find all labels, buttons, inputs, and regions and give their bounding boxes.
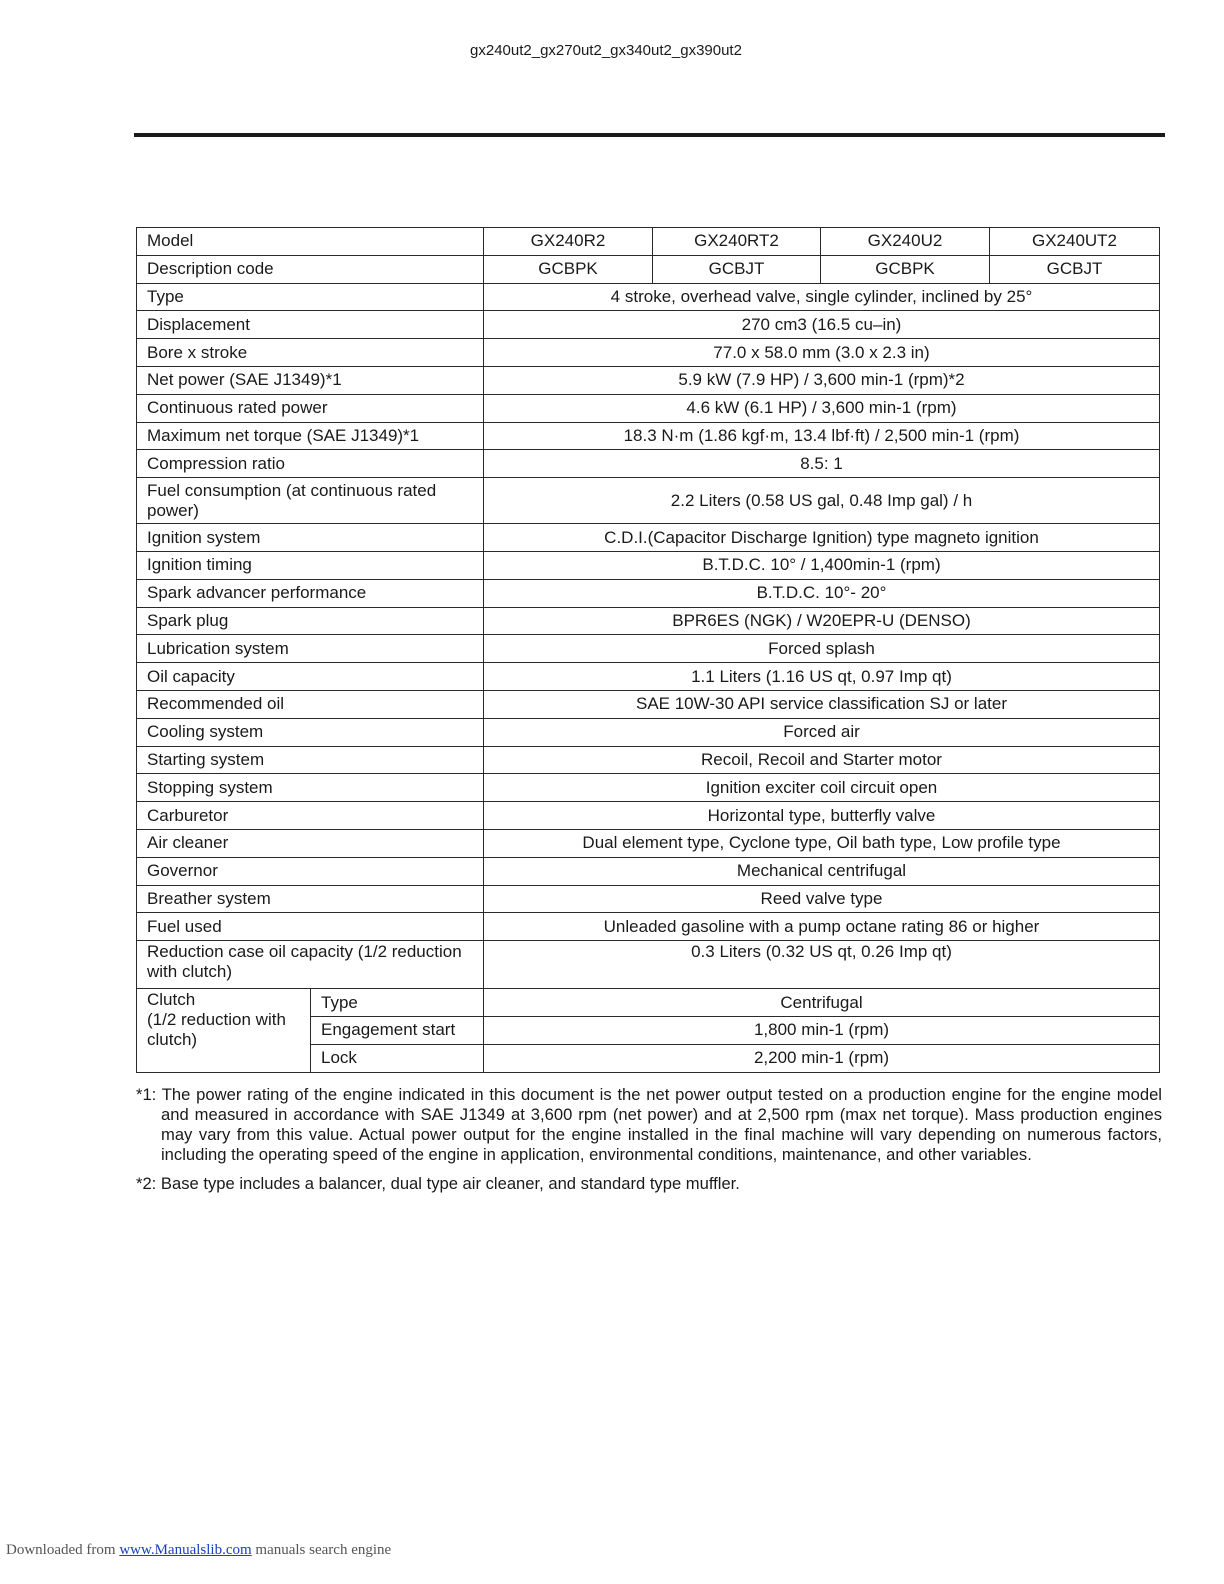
description-code-cell: GCBJT xyxy=(653,255,821,283)
row-label: Continuous rated power xyxy=(137,394,484,422)
row-label: Bore x stroke xyxy=(137,339,484,367)
table-row xyxy=(137,228,1160,256)
row-label: Fuel used xyxy=(137,913,484,941)
clutch-sub-label: Type xyxy=(311,989,484,1017)
row-label: Breather system xyxy=(137,885,484,913)
description-code-cell: GCBJT xyxy=(990,255,1160,283)
row-value: Recoil, Recoil and Starter motor xyxy=(484,746,1160,774)
row-value: 5.9 kW (7.9 HP) / 3,600 min-1 (rpm)*2 xyxy=(484,366,1160,394)
model-cell: GX240UT2 xyxy=(990,228,1160,256)
table-row xyxy=(137,283,1160,311)
description-code-cell: GCBPK xyxy=(484,255,653,283)
row-value: 18.3 N·m (1.86 kgf·m, 13.4 lbf·ft) / 2,500 min-1 (rpm) xyxy=(484,422,1160,450)
row-value: 2,200 min-1 (rpm) xyxy=(484,1044,1160,1072)
row-label: Compression ratio xyxy=(137,450,484,478)
table-row xyxy=(137,551,1160,579)
table-row xyxy=(137,366,1160,394)
model-cell: GX240RT2 xyxy=(653,228,821,256)
row-label: Reduction case oil capacity (1/2 reduction with clutch) xyxy=(137,941,484,989)
description-code-cell: GCBPK xyxy=(821,255,990,283)
table-row xyxy=(137,339,1160,367)
table-row xyxy=(137,478,1160,524)
row-value: B.T.D.C. 10° / 1,400min-1 (rpm) xyxy=(484,551,1160,579)
table-row xyxy=(137,718,1160,746)
row-label: Description code xyxy=(137,255,484,283)
header-rule xyxy=(134,133,1165,137)
row-label: Recommended oil xyxy=(137,690,484,718)
footnotes xyxy=(136,1085,1162,1203)
row-label: Model xyxy=(137,228,484,256)
table-row xyxy=(137,885,1160,913)
row-value: Horizontal type, butterfly valve xyxy=(484,802,1160,830)
table-row xyxy=(137,829,1160,857)
row-label: Starting system xyxy=(137,746,484,774)
table-row xyxy=(137,663,1160,691)
row-value: Forced air xyxy=(484,718,1160,746)
row-label: Governor xyxy=(137,857,484,885)
row-value: SAE 10W-30 API service classification SJ or later xyxy=(484,690,1160,718)
row-label: Stopping system xyxy=(137,774,484,802)
clutch-group-label: Clutch (1/2 reduction with clutch) xyxy=(137,989,311,1072)
row-label: Air cleaner xyxy=(137,829,484,857)
row-value: Mechanical centrifugal xyxy=(484,857,1160,885)
table-row xyxy=(137,450,1160,478)
row-value: 2.2 Liters (0.58 US gal, 0.48 Imp gal) / h xyxy=(484,478,1160,524)
footnote-2: *2: Base type includes a balancer, dual type air cleaner, and standard type muffler. xyxy=(136,1174,740,1193)
row-value: C.D.I.(Capacitor Discharge Ignition) type magneto ignition xyxy=(484,524,1160,552)
table-row xyxy=(137,422,1160,450)
footnote-1: *1: The power rating of the engine indicated in this document is the net power output tested on a production engine for the engine model and measured in accordance with SAE J1349 at 3,600 rpm (net power) and at 2,500 rpm (max net torque). Mass production engines may vary from this value. Actual power output for the engine installed in the final machine will vary depending on numerous factors, including the operating speed of the engine in application, environmental conditions, maintenance, and other variables. xyxy=(136,1085,1162,1164)
table-row xyxy=(137,857,1160,885)
row-label: Ignition timing xyxy=(137,551,484,579)
row-label: Carburetor xyxy=(137,802,484,830)
row-label: Maximum net torque (SAE J1349)*1 xyxy=(137,422,484,450)
row-value: Unleaded gasoline with a pump octane rating 86 or higher xyxy=(484,913,1160,941)
table-row xyxy=(137,311,1160,339)
row-label: Type xyxy=(137,283,484,311)
download-footer xyxy=(6,1542,391,1559)
row-value: BPR6ES (NGK) / W20EPR-U (DENSO) xyxy=(484,607,1160,635)
row-value: Dual element type, Cyclone type, Oil bath type, Low profile type xyxy=(484,829,1160,857)
manualslib-link[interactable]: www.Manualslib.com xyxy=(119,1542,252,1558)
row-label: Ignition system xyxy=(137,524,484,552)
row-label: Lubrication system xyxy=(137,635,484,663)
row-value: Forced splash xyxy=(484,635,1160,663)
table-row xyxy=(137,394,1160,422)
table-row xyxy=(137,989,1160,1017)
footer-prefix: Downloaded from xyxy=(6,1542,120,1558)
footer-suffix: manuals search engine xyxy=(251,1542,392,1558)
model-cell: GX240U2 xyxy=(821,228,990,256)
row-label: Cooling system xyxy=(137,718,484,746)
row-value: 8.5: 1 xyxy=(484,450,1160,478)
table-row xyxy=(137,255,1160,283)
row-value: B.T.D.C. 10°- 20° xyxy=(484,579,1160,607)
row-value: 77.0 x 58.0 mm (3.0 x 2.3 in) xyxy=(484,339,1160,367)
table-row xyxy=(137,941,1160,989)
row-value: 1.1 Liters (1.16 US qt, 0.97 Imp qt) xyxy=(484,663,1160,691)
table-row xyxy=(137,690,1160,718)
table-row xyxy=(137,774,1160,802)
row-value: 4 stroke, overhead valve, single cylinder, inclined by 25° xyxy=(484,283,1160,311)
table-row xyxy=(137,607,1160,635)
row-value: 0.3 Liters (0.32 US qt, 0.26 Imp qt) xyxy=(484,941,1160,989)
model-cell: GX240R2 xyxy=(484,228,653,256)
row-value: 4.6 kW (6.1 HP) / 3,600 min-1 (rpm) xyxy=(484,394,1160,422)
row-label: Spark advancer performance xyxy=(137,579,484,607)
row-label: Spark plug xyxy=(137,607,484,635)
row-label: Oil capacity xyxy=(137,663,484,691)
row-value: 270 cm3 (16.5 cu–in) xyxy=(484,311,1160,339)
table-row xyxy=(137,913,1160,941)
row-value: 1,800 min-1 (rpm) xyxy=(484,1016,1160,1044)
row-label: Displacement xyxy=(137,311,484,339)
row-label: Net power (SAE J1349)*1 xyxy=(137,366,484,394)
document-header-title: gx240ut2_gx270ut2_gx340ut2_gx390ut2 xyxy=(470,42,742,59)
table-row xyxy=(137,746,1160,774)
table-row xyxy=(137,635,1160,663)
clutch-sub-label: Engagement start xyxy=(311,1016,484,1044)
row-value: Reed valve type xyxy=(484,885,1160,913)
table-row xyxy=(137,579,1160,607)
row-label: Fuel consumption (at continuous rated power) xyxy=(137,478,484,524)
specifications-table xyxy=(136,227,1160,1073)
row-value: Ignition exciter coil circuit open xyxy=(484,774,1160,802)
clutch-sub-label: Lock xyxy=(311,1044,484,1072)
row-value: Centrifugal xyxy=(484,989,1160,1017)
table-row xyxy=(137,802,1160,830)
table-row xyxy=(137,524,1160,552)
